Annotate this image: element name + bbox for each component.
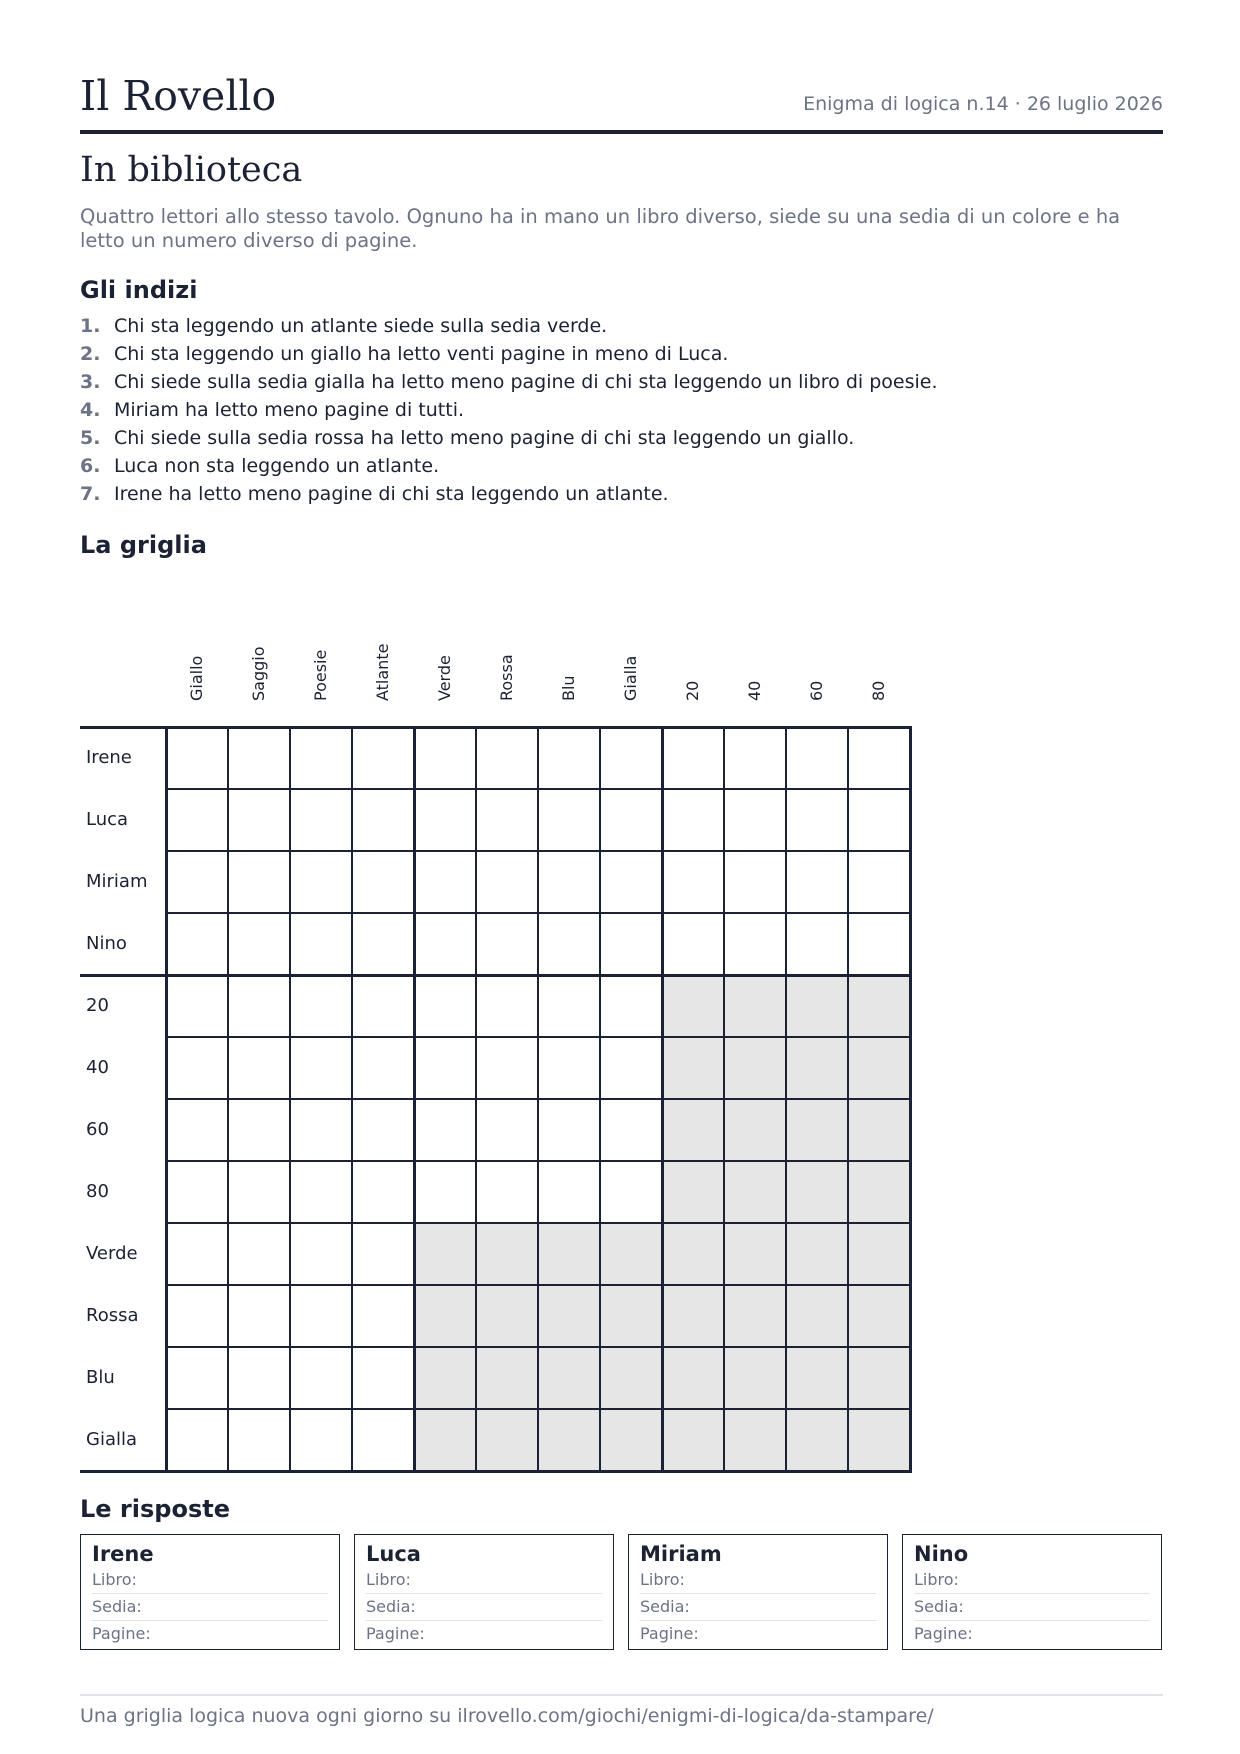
grid-column-header xyxy=(290,640,352,727)
grid-cell[interactable] xyxy=(786,789,848,851)
answer-field[interactable]: Sedia: xyxy=(914,1594,1150,1621)
grid-cell[interactable] xyxy=(352,1285,414,1347)
grid-cell-disabled xyxy=(724,1347,786,1409)
clues-heading: Gli indizi xyxy=(80,276,198,304)
clue-item xyxy=(80,396,938,424)
grid-row-label: Miriam xyxy=(86,871,148,892)
grid-column-header xyxy=(228,640,290,727)
grid-cell-disabled xyxy=(538,1285,600,1347)
grid-column-label: Blu xyxy=(559,675,578,701)
grid-cell[interactable] xyxy=(414,1099,476,1161)
grid-cell-disabled xyxy=(786,1409,848,1471)
grid-cell[interactable] xyxy=(166,1161,228,1223)
grid-cell[interactable] xyxy=(290,1223,352,1285)
grid-cell[interactable] xyxy=(228,1285,290,1347)
grid-cell[interactable] xyxy=(724,789,786,851)
grid-cell-disabled xyxy=(724,1161,786,1223)
grid-cell[interactable] xyxy=(848,789,910,851)
grid-row-label: 80 xyxy=(86,1181,109,1202)
clue-number: 3. xyxy=(80,371,101,393)
grid-cell[interactable] xyxy=(476,789,538,851)
grid-cell[interactable] xyxy=(600,789,662,851)
grid-divider-horizontal xyxy=(80,974,912,977)
grid-cell-disabled xyxy=(662,1099,724,1161)
grid-column-header xyxy=(476,640,538,727)
grid-cell-disabled xyxy=(724,975,786,1037)
clue-item xyxy=(80,340,938,368)
grid-column-header xyxy=(786,640,848,727)
grid-cell[interactable] xyxy=(600,727,662,789)
grid-divider-vertical xyxy=(413,726,416,1473)
grid-column-header xyxy=(724,640,786,727)
grid-column-label: 80 xyxy=(869,680,888,701)
grid-cell[interactable] xyxy=(724,913,786,975)
grid-cell[interactable] xyxy=(476,851,538,913)
grid-cell[interactable] xyxy=(848,851,910,913)
grid-cell-disabled xyxy=(848,1285,910,1347)
grid-cell-disabled xyxy=(600,1347,662,1409)
clue-text: Miriam ha letto meno pagine di tutti. xyxy=(114,399,465,421)
clue-text: Chi siede sulla sedia gialla ha letto meno pagine di chi sta leggendo un libro di poesie. xyxy=(114,371,938,393)
answer-field[interactable]: Libro: xyxy=(366,1567,602,1594)
grid-cell[interactable] xyxy=(414,975,476,1037)
answers-section xyxy=(80,1534,1163,1650)
grid-cell[interactable] xyxy=(662,913,724,975)
grid-cell[interactable] xyxy=(662,789,724,851)
grid-cell[interactable] xyxy=(476,1161,538,1223)
clues-list xyxy=(80,312,938,508)
grid-cell[interactable] xyxy=(228,913,290,975)
grid-cell[interactable] xyxy=(290,1099,352,1161)
grid-cell-disabled xyxy=(786,1347,848,1409)
footer-note: Una griglia logica nuova ogni giorno su ilrovello.com/giochi/enigmi-di-logica/da-stampare/ xyxy=(80,1694,1163,1728)
grid-cell[interactable] xyxy=(166,789,228,851)
grid-column-label: Saggio xyxy=(249,646,268,701)
grid-cell-disabled xyxy=(662,1285,724,1347)
grid-cell[interactable] xyxy=(290,913,352,975)
clue-text: Chi siede sulla sedia rossa ha letto meno pagine di chi sta leggendo un giallo. xyxy=(114,427,855,449)
grid-cell[interactable] xyxy=(538,1099,600,1161)
grid-row-label: Gialla xyxy=(86,1429,138,1450)
grid-cell-disabled xyxy=(848,1037,910,1099)
grid-cell-disabled xyxy=(600,1285,662,1347)
grid-divider-vertical xyxy=(909,726,912,1473)
grid-cell-disabled xyxy=(786,1037,848,1099)
brand-logo: Il Rovello xyxy=(80,72,277,120)
grid-column-label: 60 xyxy=(807,680,826,701)
grid-cell[interactable] xyxy=(600,1099,662,1161)
grid-cell[interactable] xyxy=(786,913,848,975)
grid-cell[interactable] xyxy=(228,727,290,789)
clue-number: 1. xyxy=(80,315,101,337)
grid-cell[interactable] xyxy=(848,913,910,975)
grid-cell-disabled xyxy=(786,1285,848,1347)
answer-field[interactable]: Libro: xyxy=(914,1567,1150,1594)
grid-cell-disabled xyxy=(600,1223,662,1285)
grid-cell-disabled xyxy=(414,1285,476,1347)
grid-cell[interactable] xyxy=(848,727,910,789)
grid-cell-disabled xyxy=(848,1223,910,1285)
grid-row-label: Rossa xyxy=(86,1305,139,1326)
grid-cell[interactable] xyxy=(166,727,228,789)
grid-cell-disabled xyxy=(848,1161,910,1223)
grid-cell[interactable] xyxy=(414,789,476,851)
grid-cell[interactable] xyxy=(228,1037,290,1099)
grid-cell[interactable] xyxy=(166,1037,228,1099)
grid-column-header xyxy=(538,640,600,727)
grid-cell[interactable] xyxy=(290,851,352,913)
grid-cell-disabled xyxy=(662,1223,724,1285)
grid-row-label: 60 xyxy=(86,1119,109,1140)
clue-text: Chi sta leggendo un giallo ha letto venti pagine in meno di Luca. xyxy=(114,343,729,365)
clue-item xyxy=(80,480,938,508)
answer-card xyxy=(902,1534,1162,1650)
puzzle-intro: Quattro lettori allo stesso tavolo. Ognuno ha in mano un libro diverso, siede su una sedia di un colore e ha letto un numero diverso di pagine. xyxy=(80,205,1121,252)
grid-divider-vertical xyxy=(661,726,664,1473)
grid-cell[interactable] xyxy=(600,913,662,975)
grid-cell[interactable] xyxy=(538,727,600,789)
grid-column-header xyxy=(352,640,414,727)
grid-cell[interactable] xyxy=(352,851,414,913)
grid-column-label: Giallo xyxy=(187,655,206,701)
grid-cell[interactable] xyxy=(414,913,476,975)
grid-cell[interactable] xyxy=(352,1161,414,1223)
answer-card-name: Nino xyxy=(914,1542,969,1566)
grid-cell-disabled xyxy=(414,1223,476,1285)
grid-cell-disabled xyxy=(662,1161,724,1223)
masthead xyxy=(80,72,1163,134)
grid-cell[interactable] xyxy=(352,727,414,789)
grid-cell[interactable] xyxy=(352,1037,414,1099)
grid-row-label: Nino xyxy=(86,933,127,954)
answer-field[interactable]: Libro: xyxy=(640,1567,876,1594)
grid-cell-disabled xyxy=(848,1099,910,1161)
grid-column-header xyxy=(662,640,724,727)
grid-cell-disabled xyxy=(414,1409,476,1471)
grid-cell[interactable] xyxy=(166,1409,228,1471)
grid-cell[interactable] xyxy=(662,727,724,789)
clue-number: 2. xyxy=(80,343,101,365)
grid-column-label: Verde xyxy=(435,655,454,701)
grid-cell[interactable] xyxy=(290,727,352,789)
grid-cell[interactable] xyxy=(786,851,848,913)
edition-info: Enigma di logica n.14 · 26 luglio 2026 xyxy=(803,93,1163,115)
answer-field[interactable]: Pagine: xyxy=(92,1624,151,1643)
logic-grid xyxy=(80,640,910,1480)
grid-column-header xyxy=(600,640,662,727)
clue-number: 7. xyxy=(80,483,101,505)
grid-cell[interactable] xyxy=(600,1037,662,1099)
grid-cell[interactable] xyxy=(600,851,662,913)
grid-cell[interactable] xyxy=(290,975,352,1037)
grid-column-label: Gialla xyxy=(621,655,640,701)
grid-cell[interactable] xyxy=(476,975,538,1037)
answer-field[interactable]: Libro: xyxy=(92,1567,328,1594)
grid-cell[interactable] xyxy=(414,727,476,789)
grid-cell[interactable] xyxy=(538,975,600,1037)
grid-row-label: Verde xyxy=(86,1243,138,1264)
grid-cell[interactable] xyxy=(290,1161,352,1223)
puzzle-title: In biblioteca xyxy=(80,150,303,190)
grid-cell[interactable] xyxy=(352,789,414,851)
grid-cell[interactable] xyxy=(228,789,290,851)
clue-number: 6. xyxy=(80,455,101,477)
grid-cell[interactable] xyxy=(290,1409,352,1471)
grid-divider-vertical xyxy=(165,726,168,1473)
answer-field[interactable]: Pagine: xyxy=(914,1624,973,1643)
grid-cell[interactable] xyxy=(228,1347,290,1409)
answer-card xyxy=(354,1534,614,1650)
grid-row-label: 40 xyxy=(86,1057,109,1078)
clue-item xyxy=(80,368,938,396)
grid-cell-disabled xyxy=(724,1223,786,1285)
grid-cell-disabled xyxy=(662,1409,724,1471)
grid-cell[interactable] xyxy=(538,789,600,851)
grid-cell[interactable] xyxy=(228,1161,290,1223)
grid-cell-disabled xyxy=(786,975,848,1037)
grid-cell[interactable] xyxy=(166,1347,228,1409)
answer-field[interactable]: Sedia: xyxy=(640,1594,876,1621)
grid-cell-disabled xyxy=(600,1409,662,1471)
grid-cell[interactable] xyxy=(414,1161,476,1223)
answer-card-name: Miriam xyxy=(640,1542,722,1566)
grid-cell[interactable] xyxy=(414,1037,476,1099)
grid-cell-disabled xyxy=(476,1409,538,1471)
grid-cell[interactable] xyxy=(538,913,600,975)
grid-cell-disabled xyxy=(414,1347,476,1409)
answer-field[interactable]: Pagine: xyxy=(366,1624,425,1643)
grid-cell[interactable] xyxy=(600,1161,662,1223)
grid-column-label: Rossa xyxy=(497,654,516,701)
answer-field[interactable]: Sedia: xyxy=(366,1594,602,1621)
grid-divider-horizontal xyxy=(80,1470,912,1473)
grid-column-header xyxy=(166,640,228,727)
grid-cell[interactable] xyxy=(352,913,414,975)
answer-field[interactable]: Sedia: xyxy=(92,1594,328,1621)
grid-cell[interactable] xyxy=(724,851,786,913)
grid-cell-disabled xyxy=(538,1409,600,1471)
clue-number: 5. xyxy=(80,427,101,449)
grid-cell-disabled xyxy=(538,1347,600,1409)
grid-cell[interactable] xyxy=(290,1347,352,1409)
grid-cell[interactable] xyxy=(352,1347,414,1409)
answer-card-name: Luca xyxy=(366,1542,421,1566)
answers-heading: Le risposte xyxy=(80,1495,230,1523)
clue-text: Chi sta leggendo un atlante siede sulla sedia verde. xyxy=(114,315,608,337)
grid-cell[interactable] xyxy=(166,1285,228,1347)
grid-column-header xyxy=(414,640,476,727)
grid-cell[interactable] xyxy=(414,851,476,913)
grid-cell[interactable] xyxy=(786,727,848,789)
grid-row-label: Irene xyxy=(86,747,132,768)
grid-cell-disabled xyxy=(476,1347,538,1409)
grid-cell[interactable] xyxy=(228,1409,290,1471)
grid-cell-disabled xyxy=(724,1037,786,1099)
grid-cell[interactable] xyxy=(166,913,228,975)
grid-cell[interactable] xyxy=(662,851,724,913)
grid-cell[interactable] xyxy=(228,851,290,913)
grid-cell-disabled xyxy=(662,975,724,1037)
answer-field[interactable]: Pagine: xyxy=(640,1624,699,1643)
answer-card-name: Irene xyxy=(92,1542,154,1566)
grid-cell[interactable] xyxy=(724,727,786,789)
clue-text: Irene ha letto meno pagine di chi sta leggendo un atlante. xyxy=(114,483,669,505)
grid-cell[interactable] xyxy=(290,1037,352,1099)
grid-cell[interactable] xyxy=(166,851,228,913)
grid-cell[interactable] xyxy=(476,1099,538,1161)
grid-cell-disabled xyxy=(786,1223,848,1285)
grid-cell[interactable] xyxy=(352,1099,414,1161)
grid-cell[interactable] xyxy=(166,975,228,1037)
grid-heading: La griglia xyxy=(80,531,207,559)
grid-column-header xyxy=(848,640,910,727)
grid-cell-disabled xyxy=(724,1099,786,1161)
grid-cell[interactable] xyxy=(476,1037,538,1099)
grid-cell[interactable] xyxy=(290,1285,352,1347)
answer-card xyxy=(628,1534,888,1650)
clue-item xyxy=(80,312,938,340)
grid-cell[interactable] xyxy=(600,975,662,1037)
grid-cell-disabled xyxy=(662,1347,724,1409)
grid-cell[interactable] xyxy=(538,1161,600,1223)
grid-cell[interactable] xyxy=(538,1037,600,1099)
clue-text: Luca non sta leggendo un atlante. xyxy=(114,455,440,477)
grid-divider-horizontal xyxy=(80,726,912,729)
grid-cell-disabled xyxy=(786,1099,848,1161)
grid-cell-disabled xyxy=(662,1037,724,1099)
grid-row-label: Blu xyxy=(86,1367,115,1388)
answer-card xyxy=(80,1534,340,1650)
grid-column-label: 40 xyxy=(745,680,764,701)
grid-cell-disabled xyxy=(786,1161,848,1223)
clue-item xyxy=(80,452,938,480)
grid-cell-disabled xyxy=(476,1223,538,1285)
grid-cell-disabled xyxy=(538,1223,600,1285)
grid-column-label: Atlante xyxy=(373,643,392,701)
grid-column-label: Poesie xyxy=(311,649,330,701)
grid-cell[interactable] xyxy=(352,1409,414,1471)
grid-cell-disabled xyxy=(848,975,910,1037)
grid-cell[interactable] xyxy=(166,1099,228,1161)
grid-cell[interactable] xyxy=(290,789,352,851)
grid-column-label: 20 xyxy=(683,680,702,701)
grid-cell[interactable] xyxy=(476,913,538,975)
clue-number: 4. xyxy=(80,399,101,421)
grid-row-label: 20 xyxy=(86,995,109,1016)
grid-cell[interactable] xyxy=(352,975,414,1037)
grid-cell-disabled xyxy=(724,1409,786,1471)
grid-cell[interactable] xyxy=(352,1223,414,1285)
grid-cell-disabled xyxy=(848,1347,910,1409)
clue-item xyxy=(80,424,938,452)
grid-cell[interactable] xyxy=(228,1223,290,1285)
grid-cell-disabled xyxy=(476,1285,538,1347)
grid-cell-disabled xyxy=(724,1285,786,1347)
grid-cell[interactable] xyxy=(228,1099,290,1161)
grid-cell-disabled xyxy=(848,1409,910,1471)
grid-cell[interactable] xyxy=(166,1223,228,1285)
grid-cell[interactable] xyxy=(228,975,290,1037)
grid-cell[interactable] xyxy=(538,851,600,913)
grid-row-label: Luca xyxy=(86,809,129,830)
grid-cell[interactable] xyxy=(476,727,538,789)
